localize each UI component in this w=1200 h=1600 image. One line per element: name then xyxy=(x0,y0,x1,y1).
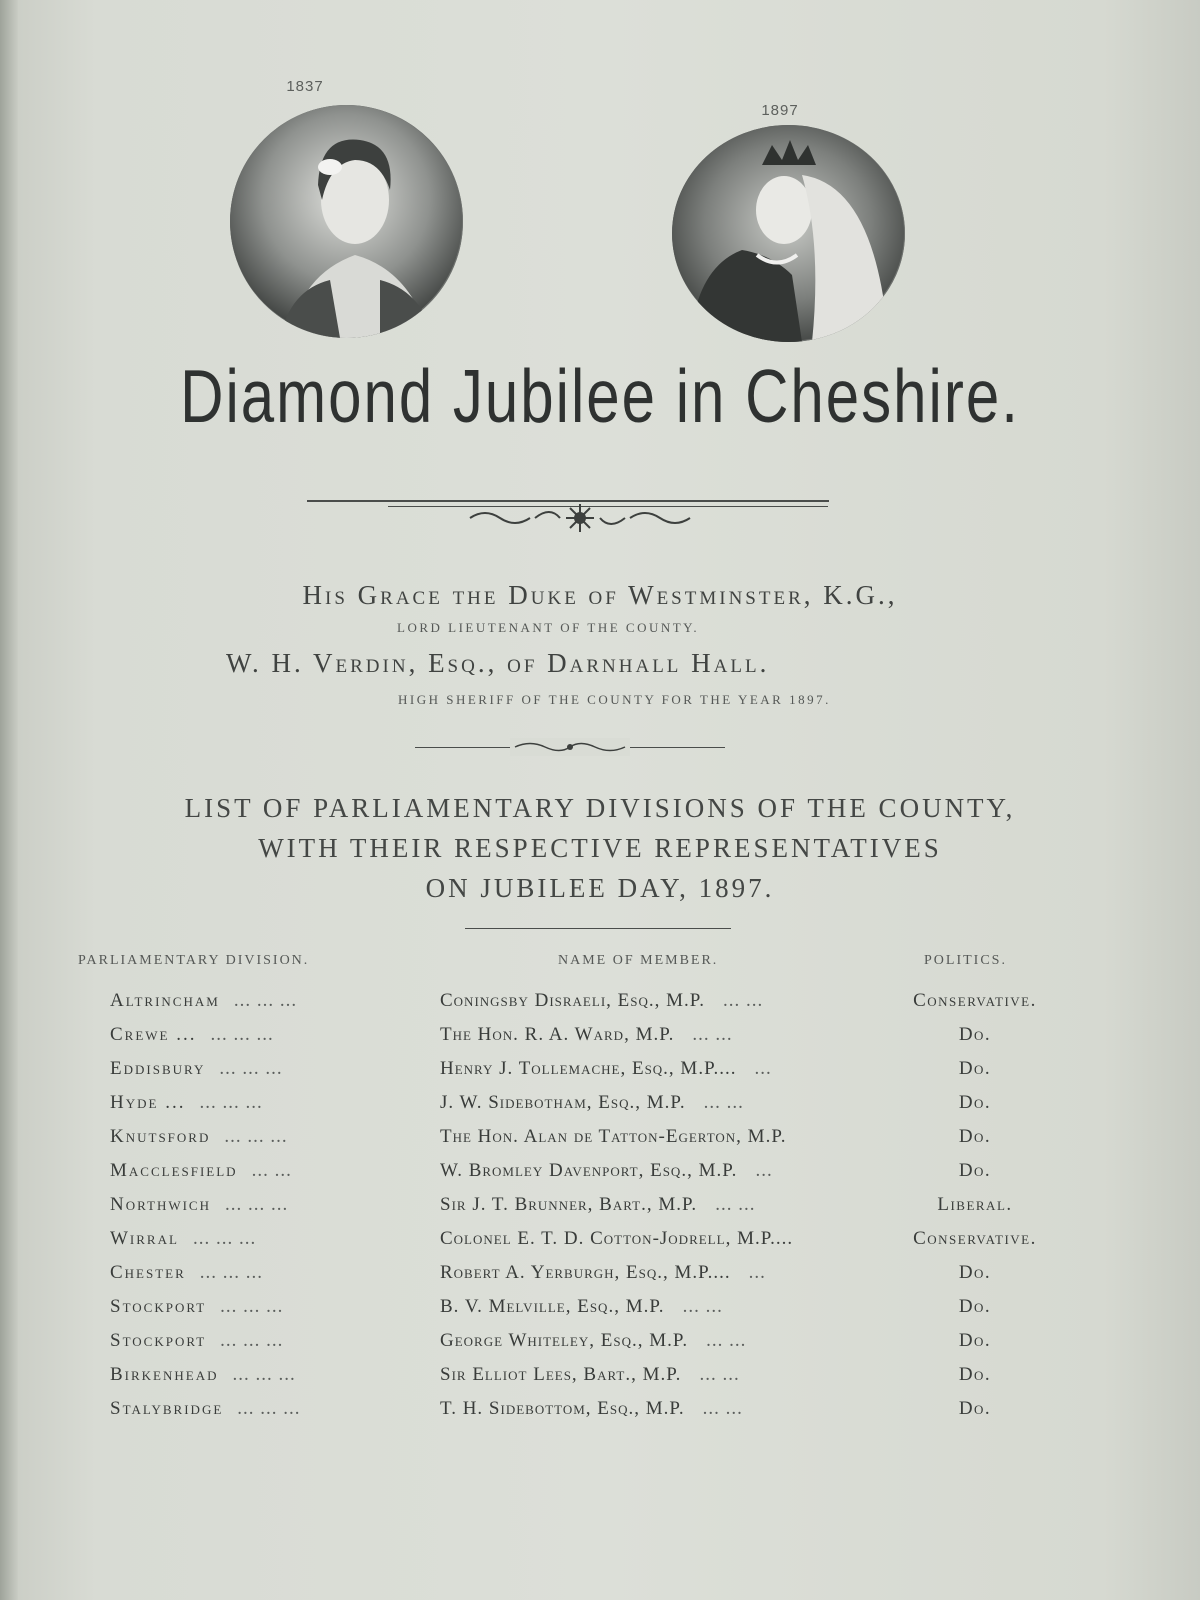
division-cell xyxy=(110,1194,440,1216)
header-politics: POLITICS. xyxy=(924,953,1007,968)
member-name: The Hon. R. A. Ward, M.P. xyxy=(440,1024,675,1045)
division-name: Crewe ... xyxy=(110,1024,197,1045)
division-cell xyxy=(110,1262,440,1284)
division-cell xyxy=(110,1024,440,1046)
member-leader-dots: ... ... xyxy=(722,990,764,1011)
division-leader-dots: ... ... ... xyxy=(220,1330,284,1351)
politics-cell: Do. xyxy=(958,1092,992,1113)
politics-cell: Do. xyxy=(958,1126,992,1147)
table-row xyxy=(0,1330,1200,1360)
member-name: Colonel E. T. D. Cotton-Jodrell, M.P.... xyxy=(440,1228,794,1249)
politics-cell: Conservative. xyxy=(913,1228,1037,1249)
division-name: Stockport xyxy=(110,1296,207,1317)
division-cell xyxy=(110,1296,440,1318)
table-row xyxy=(0,1194,1200,1224)
header-member: NAME OF MEMBER. xyxy=(558,953,719,968)
politics-cell: Conservative. xyxy=(913,990,1037,1011)
list-heading-line3: ON JUBILEE DAY, 1897. xyxy=(425,873,775,903)
division-cell xyxy=(110,1126,440,1148)
young-queen-portrait-image xyxy=(230,105,463,338)
member-cell xyxy=(440,1194,900,1216)
member-name: Sir J. T. Brunner, Bart., M.P. xyxy=(440,1194,698,1215)
table-row xyxy=(0,1160,1200,1190)
member-cell xyxy=(440,990,900,1012)
table-row xyxy=(0,1126,1200,1156)
politics-cell: Do. xyxy=(958,1024,992,1045)
division-leader-dots: ... ... ... xyxy=(233,990,298,1011)
division-leader-dots: ... ... ... xyxy=(237,1398,301,1419)
member-leader-dots: ... ... xyxy=(715,1194,756,1215)
member-name: B. V. Melville, Esq., M.P. xyxy=(440,1296,665,1317)
division-cell xyxy=(110,1058,440,1080)
politics-cell: Do. xyxy=(958,1330,992,1351)
member-name: Henry J. Tollemache, Esq., M.P.... xyxy=(440,1058,737,1079)
division-leader-dots: ... ... ... xyxy=(199,1092,263,1113)
division-cell xyxy=(110,1092,440,1114)
division-leader-dots: ... ... ... xyxy=(199,1262,264,1283)
division-name: Knutsford xyxy=(110,1126,211,1147)
verdin-role: HIGH SHERIFF OF THE COUNTY FOR THE YEAR 1897. xyxy=(398,692,831,707)
member-cell xyxy=(440,1092,900,1114)
portrait-year-1897: 1897 xyxy=(761,102,799,119)
member-cell xyxy=(440,1262,900,1284)
member-cell xyxy=(440,1228,900,1250)
member-name: T. H. Sidebottom, Esq., M.P. xyxy=(440,1398,685,1419)
member-name: J. W. Sidebotham, Esq., M.P. xyxy=(440,1092,686,1113)
politics-cell: Do. xyxy=(958,1364,992,1385)
list-heading-line2: WITH THEIR RESPECTIVE REPRESENTATIVES xyxy=(258,833,942,863)
member-cell xyxy=(440,1024,900,1046)
table-row xyxy=(0,1024,1200,1054)
heading-underline xyxy=(465,928,731,929)
portrait-1837 xyxy=(225,78,385,95)
duke-role: LORD LIEUTENANT OF THE COUNTY. xyxy=(397,620,700,635)
member-name: George Whiteley, Esq., M.P. xyxy=(440,1330,689,1351)
division-cell xyxy=(110,1364,440,1386)
division-leader-dots: ... ... ... xyxy=(232,1364,296,1385)
member-cell xyxy=(440,1398,900,1420)
division-name: Stockport xyxy=(110,1330,207,1351)
member-name: The Hon. Alan de Tatton-Egerton, M.P. xyxy=(440,1126,787,1147)
division-cell xyxy=(110,1228,440,1250)
header-division: PARLIAMENTARY DIVISION. xyxy=(78,953,310,968)
table-row xyxy=(0,1262,1200,1292)
member-cell xyxy=(440,1126,900,1148)
division-leader-dots: ... ... xyxy=(251,1160,292,1181)
duke-of-westminster: His Grace the Duke of Westminster, K.G., xyxy=(302,580,898,610)
member-leader-dots: ... ... xyxy=(702,1398,743,1419)
member-leader-dots: ... xyxy=(754,1058,772,1079)
verdin-name: W. H. Verdin, Esq., of Darnhall Hall. xyxy=(226,648,770,678)
division-leader-dots: ... ... ... xyxy=(192,1228,257,1249)
division-name: Eddisbury xyxy=(110,1058,206,1079)
member-cell xyxy=(440,1330,900,1352)
politics-cell: Do. xyxy=(958,1058,992,1079)
politics-cell: Do. xyxy=(958,1296,992,1317)
table-row xyxy=(0,1296,1200,1326)
division-leader-dots: ... ... ... xyxy=(224,1126,288,1147)
division-name: Chester xyxy=(110,1262,186,1283)
table-row xyxy=(0,1398,1200,1428)
page-title: Diamond Jubilee in Cheshire. xyxy=(180,354,1020,439)
division-leader-dots: ... ... ... xyxy=(220,1296,284,1317)
division-name: Hyde ... xyxy=(110,1092,186,1113)
table-row xyxy=(0,1228,1200,1258)
member-name: Coningsby Disraeli, Esq., M.P. xyxy=(440,990,705,1011)
division-cell xyxy=(110,1330,440,1352)
table-row xyxy=(0,1092,1200,1122)
member-leader-dots: ... xyxy=(748,1262,766,1283)
member-leader-dots: ... xyxy=(755,1160,773,1181)
member-leader-dots: ... ... xyxy=(706,1330,747,1351)
division-name: Macclesfield xyxy=(110,1160,238,1181)
table-row xyxy=(0,1058,1200,1088)
portrait-1897 xyxy=(700,102,860,119)
small-flourish-icon xyxy=(510,738,630,756)
politics-cell: Do. xyxy=(958,1398,992,1419)
division-cell xyxy=(110,1398,440,1420)
division-cell xyxy=(110,990,440,1012)
old-queen-portrait-image xyxy=(672,125,905,342)
member-cell xyxy=(440,1364,900,1386)
division-name: Birkenhead xyxy=(110,1364,219,1385)
member-name: Robert A. Yerburgh, Esq., M.P.... xyxy=(440,1262,731,1283)
politics-cell: Liberal. xyxy=(937,1194,1013,1215)
table-row xyxy=(0,1364,1200,1394)
member-name: Sir Elliot Lees, Bart., M.P. xyxy=(440,1364,682,1385)
division-name: Stalybridge xyxy=(110,1398,224,1419)
list-heading-line1: LIST OF PARLIAMENTARY DIVISIONS OF THE COUNTY, xyxy=(184,793,1016,823)
portrait-year-1837: 1837 xyxy=(286,78,324,95)
politics-cell: Do. xyxy=(958,1262,992,1283)
table-row xyxy=(0,990,1200,1020)
member-leader-dots: ... ... xyxy=(692,1024,733,1045)
division-leader-dots: ... ... ... xyxy=(225,1194,289,1215)
division-leader-dots: ... ... ... xyxy=(210,1024,274,1045)
division-name: Northwich xyxy=(110,1194,211,1215)
division-leader-dots: ... ... ... xyxy=(219,1058,283,1079)
politics-cell: Do. xyxy=(958,1160,992,1181)
division-name: Altrincham xyxy=(110,990,220,1011)
division-cell xyxy=(110,1160,440,1182)
member-cell xyxy=(440,1058,900,1080)
member-cell xyxy=(440,1296,900,1318)
division-name: Wirral xyxy=(110,1228,179,1249)
member-name: W. Bromley Davenport, Esq., M.P. xyxy=(440,1160,738,1181)
flourish-ornament-icon xyxy=(460,500,700,540)
member-cell xyxy=(440,1160,900,1182)
member-leader-dots: ... ... xyxy=(699,1364,740,1385)
member-leader-dots: ... ... xyxy=(682,1296,723,1317)
member-leader-dots: ... ... xyxy=(703,1092,744,1113)
